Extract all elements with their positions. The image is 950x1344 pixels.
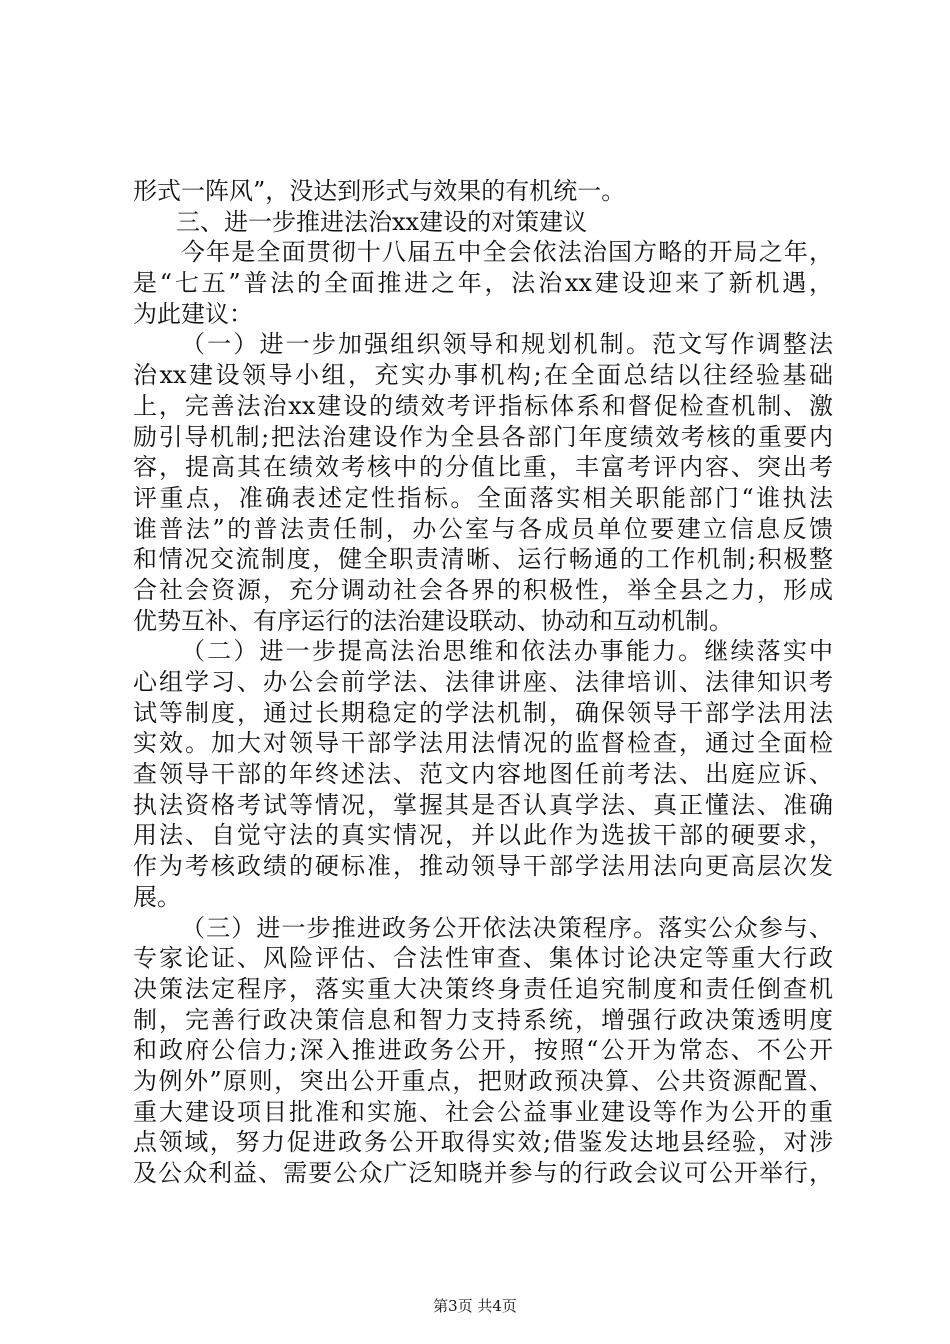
- document-body: [133, 176, 833, 1189]
- body-line: 合社会资源，充分调动社会各界的积极性，举全县之力，形成: [133, 575, 833, 604]
- body-line: 用法、自觉守法的真实情况，并以此作为选拔干部的硬要求，: [133, 821, 833, 850]
- body-line: 重大建设项目批准和实施、社会公益事业建设等作为公开的重: [133, 1097, 833, 1126]
- body-line: 评重点，准确表述定性指标。全面落实相关职能部门“谁执法: [133, 483, 833, 512]
- body-line: 实效。加大对领导干部学法用法情况的监督检查，通过全面检: [133, 729, 833, 758]
- body-line: 试等制度，通过长期稳定的学法机制，确保领导干部学法用法: [133, 698, 833, 727]
- body-line: 励引导机制;把法治建设作为全县各部门年度绩效考核的重要内: [133, 422, 833, 451]
- body-line: 查领导干部的年终述法、范文内容地图任前考法、出庭应诉、: [133, 760, 833, 789]
- body-line: 优势互补、有序运行的法治建设联动、协动和互动机制。: [133, 606, 733, 635]
- body-line: 专家论证、风险评估、合法性审查、集体讨论决定等重大行政: [133, 944, 833, 973]
- body-line: 为此建议：: [133, 299, 253, 328]
- body-line: 为例外”原则，突出公开重点，把财政预决算、公共资源配置、: [133, 1066, 833, 1095]
- paragraph-1-start: （一）进一步加强组织领导和规划机制。范文写作调整法: [181, 330, 833, 359]
- body-line: 心组学习、办公会前学法、法律讲座、法律培训、法律知识考: [133, 668, 833, 696]
- body-line: 和政府公信力;深入推进政务公开，按照“公开为常态、不公开: [133, 1036, 833, 1065]
- body-line: 谁普法”的普法责任制，办公室与各成员单位要建立信息反馈: [133, 514, 833, 543]
- body-line: 形式一阵风”，没达到形式与效果的有机统一。: [133, 177, 626, 205]
- body-line: 和情况交流制度，健全职责清晰、运行畅通的工作机制;积极整: [133, 545, 833, 574]
- body-line: 及公众利益、需要公众广泛知晓并参与的行政会议可公开举行，: [133, 1159, 833, 1187]
- body-line: 展。: [133, 882, 181, 911]
- body-line: 点领域，努力促进政务公开取得实效;借鉴发达地县经验，对涉: [133, 1128, 833, 1157]
- body-line: 是“七五”普法的全面推进之年，法治xx建设迎来了新机遇，: [133, 269, 833, 298]
- body-line: 决策法定程序，落实重大决策终身责任追究制度和责任倒查机: [133, 974, 833, 1003]
- body-line: 作为考核政绩的硬标准，推动领导干部学法用法向更高层次发: [133, 852, 833, 881]
- section-heading: 三、进一步推进法治xx建设的对策建议: [176, 207, 588, 236]
- paragraph-2-start: （二）进一步提高法治思维和依法办事能力。继续落实中: [181, 637, 833, 666]
- page-footer: 第3页 共4页: [433, 1297, 517, 1315]
- body-line: 容，提高其在绩效考核中的分值比重，丰富考评内容、突出考: [133, 453, 833, 482]
- body-line: 上，完善法治xx建设的绩效考评指标体系和督促检查机制、激: [133, 391, 833, 420]
- body-line: 制，完善行政决策信息和智力支持系统，增强行政决策透明度: [133, 1005, 833, 1034]
- body-line: 今年是全面贯彻十八届五中全会依法治国方略的开局之年，: [181, 238, 833, 267]
- paragraph-3-start: （三）进一步推进政务公开依法决策程序。落实公众参与、: [181, 913, 833, 942]
- body-line: 治xx建设领导小组，充实办事机构;在全面总结以往经验基础: [133, 361, 833, 390]
- body-line: 执法资格考试等情况，掌握其是否认真学法、真正懂法、准确: [133, 790, 833, 819]
